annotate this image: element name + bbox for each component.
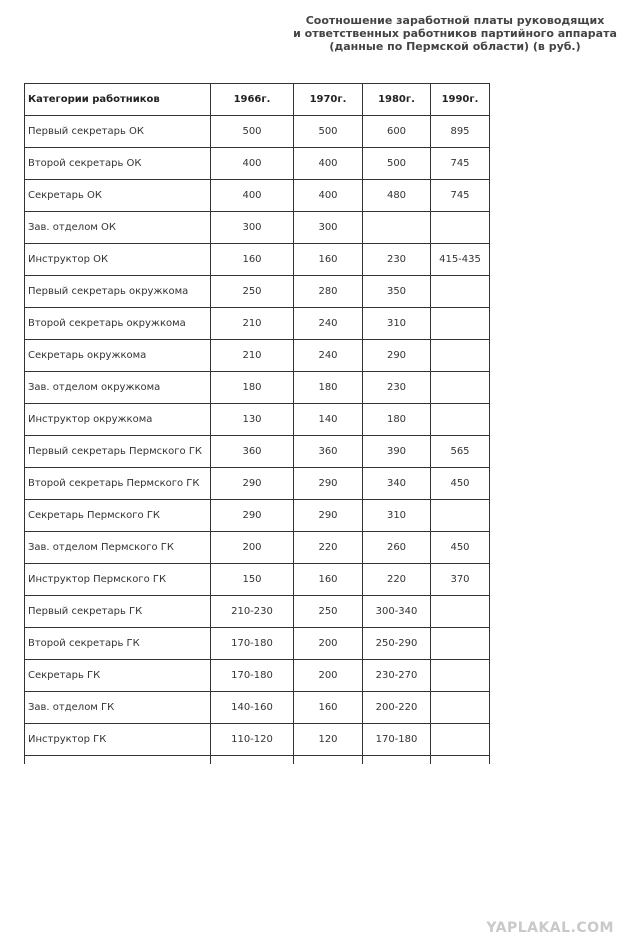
cell-1990: [431, 340, 490, 372]
cell-1966: 290: [211, 468, 294, 500]
cell-1990: 450: [431, 468, 490, 500]
cell-1970: 220: [294, 532, 363, 564]
cell-category: Инструктор ГК: [25, 724, 211, 756]
continuation-cell: [431, 756, 490, 764]
cell-1990: [431, 276, 490, 308]
cell-1966: 180: [211, 372, 294, 404]
cell-category: Второй секретарь Пермского ГК: [25, 468, 211, 500]
continuation-cell: [363, 756, 431, 764]
cell-1990: [431, 724, 490, 756]
table-row: [25, 596, 490, 628]
table-row: [25, 180, 490, 212]
header-1966: 1966г.: [211, 84, 294, 116]
cell-1990: [431, 660, 490, 692]
cell-1990: 745: [431, 148, 490, 180]
cell-category: Инструктор ОК: [25, 244, 211, 276]
cell-1970: 200: [294, 628, 363, 660]
cell-1990: 565: [431, 436, 490, 468]
table-row: [25, 468, 490, 500]
table-row: [25, 116, 490, 148]
cell-1990: [431, 692, 490, 724]
title-line-2: и ответственных работников партийного аппарата: [293, 27, 617, 40]
cell-category: Второй секретарь окружкома: [25, 308, 211, 340]
cell-1990: [431, 596, 490, 628]
table-row: [25, 372, 490, 404]
cell-1970: 140: [294, 404, 363, 436]
table-row: [25, 532, 490, 564]
cell-1966: 200: [211, 532, 294, 564]
cell-1966: 360: [211, 436, 294, 468]
site-watermark: YAPLAKAL.COM: [486, 920, 614, 936]
table-row: [25, 276, 490, 308]
cell-category: Инструктор Пермского ГК: [25, 564, 211, 596]
table-row: [25, 564, 490, 596]
table-row: [25, 212, 490, 244]
cell-1970: 280: [294, 276, 363, 308]
cell-1980: 310: [363, 308, 431, 340]
continuation-cell: [211, 756, 294, 764]
header-1980: 1980г.: [363, 84, 431, 116]
cell-1980: 230: [363, 372, 431, 404]
cell-1980: 260: [363, 532, 431, 564]
cell-1980: [363, 212, 431, 244]
table-row: [25, 692, 490, 724]
cell-category: Инструктор окружкома: [25, 404, 211, 436]
cell-1980: 300-340: [363, 596, 431, 628]
cell-category: Первый секретарь окружкома: [25, 276, 211, 308]
cell-1966: 170-180: [211, 628, 294, 660]
cell-category: Зав. отделом ОК: [25, 212, 211, 244]
cell-1970: 160: [294, 692, 363, 724]
cell-1970: 180: [294, 372, 363, 404]
header-1970: 1970г.: [294, 84, 363, 116]
cell-1990: [431, 372, 490, 404]
cell-category: Секретарь ОК: [25, 180, 211, 212]
table-row: [25, 404, 490, 436]
cell-1990: [431, 404, 490, 436]
cell-1980: 310: [363, 500, 431, 532]
cell-1970: 200: [294, 660, 363, 692]
cell-1966: 300: [211, 212, 294, 244]
table-row: [25, 436, 490, 468]
cell-category: Секретарь окружкома: [25, 340, 211, 372]
cell-1970: 120: [294, 724, 363, 756]
cell-1970: 160: [294, 244, 363, 276]
table-row: [25, 628, 490, 660]
cell-1980: 250-290: [363, 628, 431, 660]
cell-1970: 250: [294, 596, 363, 628]
header-category: Категории работников: [25, 84, 211, 116]
cell-1970: 400: [294, 148, 363, 180]
cell-1980: 290: [363, 340, 431, 372]
cell-1966: 400: [211, 148, 294, 180]
cell-1970: 290: [294, 468, 363, 500]
cell-1970: 300: [294, 212, 363, 244]
title-line-1: Соотношение заработной платы руководящих: [305, 14, 605, 27]
cell-1990: 415-435: [431, 244, 490, 276]
cell-1966: 110-120: [211, 724, 294, 756]
cell-1980: 170-180: [363, 724, 431, 756]
cell-1966: 210: [211, 308, 294, 340]
cell-category: Зав. отделом ГК: [25, 692, 211, 724]
cell-1966: 150: [211, 564, 294, 596]
cell-category: Зав. отделом окружкома: [25, 372, 211, 404]
cell-1990: 745: [431, 180, 490, 212]
cell-1970: 240: [294, 308, 363, 340]
table-row: [25, 500, 490, 532]
table-row: [25, 340, 490, 372]
cell-1980: 390: [363, 436, 431, 468]
cell-1966: 500: [211, 116, 294, 148]
table-row: [25, 724, 490, 756]
cell-category: Зав. отделом Пермского ГК: [25, 532, 211, 564]
cell-1990: [431, 500, 490, 532]
cell-category: Секретарь Пермского ГК: [25, 500, 211, 532]
cell-category: Второй секретарь ОК: [25, 148, 211, 180]
continuation-cell: [25, 756, 211, 764]
cell-1966: 140-160: [211, 692, 294, 724]
cell-1980: 600: [363, 116, 431, 148]
cell-1966: 160: [211, 244, 294, 276]
cell-1980: 230-270: [363, 660, 431, 692]
cell-1970: 160: [294, 564, 363, 596]
cell-1966: 210: [211, 340, 294, 372]
cell-1966: 210-230: [211, 596, 294, 628]
cell-category: Первый секретарь ГК: [25, 596, 211, 628]
header-1990: 1990г.: [431, 84, 490, 116]
table-continuation: [25, 756, 490, 764]
cell-1970: 500: [294, 116, 363, 148]
cell-1980: 350: [363, 276, 431, 308]
table-row: [25, 308, 490, 340]
continuation-cell: [294, 756, 363, 764]
cell-1980: 500: [363, 148, 431, 180]
cell-1980: 200-220: [363, 692, 431, 724]
cell-1990: [431, 212, 490, 244]
salary-table: [24, 83, 490, 764]
title-line-3: (данные по Пермской области) (в руб.): [329, 40, 581, 53]
cell-1980: 480: [363, 180, 431, 212]
cell-1966: 400: [211, 180, 294, 212]
table-row: [25, 244, 490, 276]
cell-1966: 290: [211, 500, 294, 532]
cell-1966: 130: [211, 404, 294, 436]
cell-category: Секретарь ГК: [25, 660, 211, 692]
cell-1980: 180: [363, 404, 431, 436]
cell-1990: 370: [431, 564, 490, 596]
cell-1990: 895: [431, 116, 490, 148]
cell-1980: 220: [363, 564, 431, 596]
cell-1990: [431, 628, 490, 660]
cell-1990: 450: [431, 532, 490, 564]
table-row: [25, 660, 490, 692]
header-row: [25, 84, 490, 116]
cell-1970: 290: [294, 500, 363, 532]
cell-1980: 340: [363, 468, 431, 500]
cell-category: Первый секретарь Пермского ГК: [25, 436, 211, 468]
cell-category: Второй секретарь ГК: [25, 628, 211, 660]
table-body: [25, 116, 490, 764]
table-row: [25, 148, 490, 180]
cell-1980: 230: [363, 244, 431, 276]
cell-1970: 360: [294, 436, 363, 468]
cell-1970: 400: [294, 180, 363, 212]
table-title: [280, 14, 630, 53]
cell-category: Первый секретарь ОК: [25, 116, 211, 148]
cell-1966: 250: [211, 276, 294, 308]
cell-1990: [431, 308, 490, 340]
cell-1970: 240: [294, 340, 363, 372]
cell-1966: 170-180: [211, 660, 294, 692]
